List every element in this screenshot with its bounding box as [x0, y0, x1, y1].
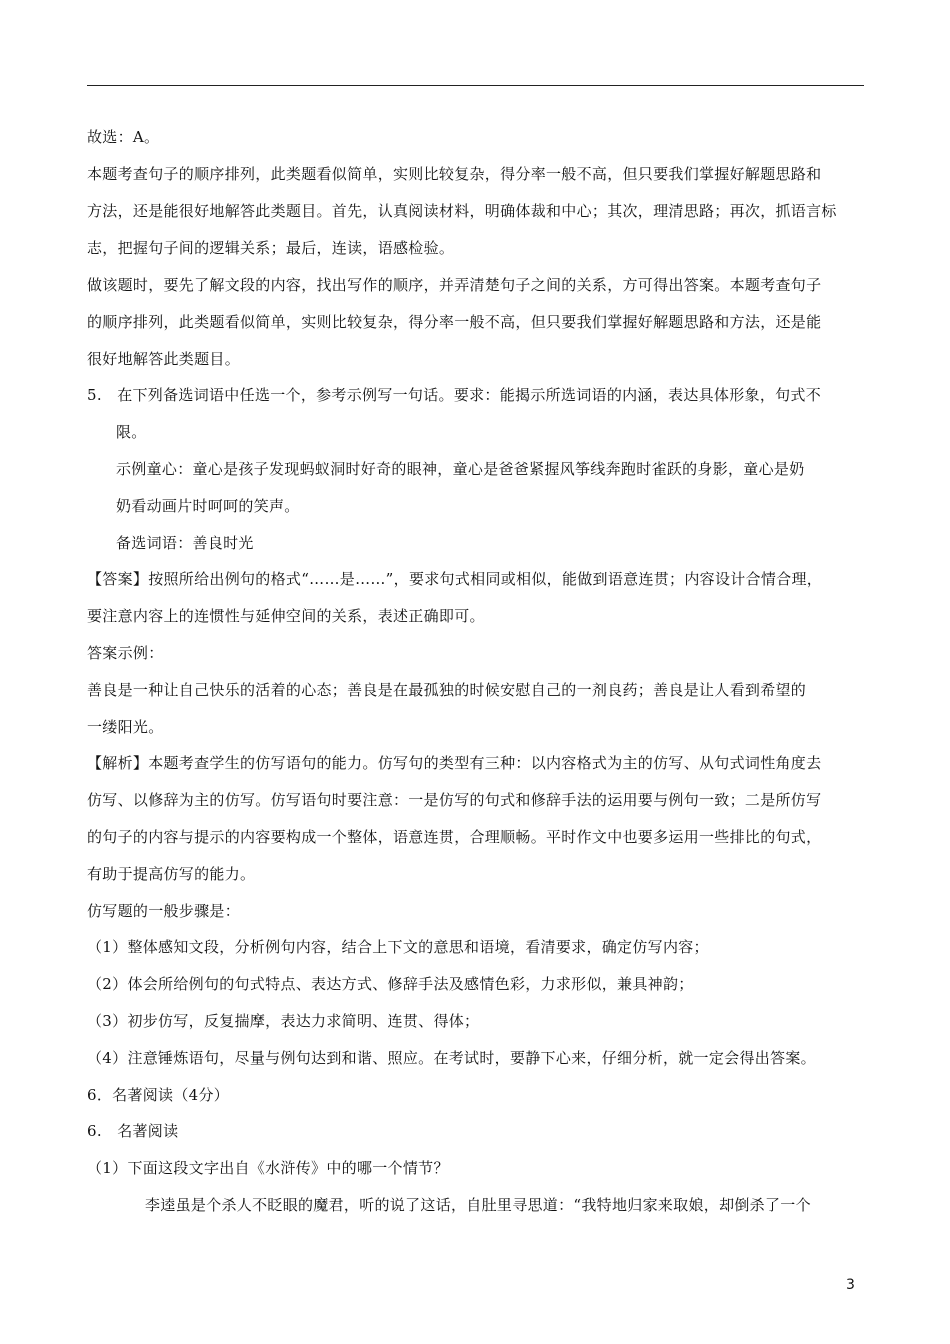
step-item: （2）体会所给例句的句式特点、表达方式、修辞手法及感情色彩，力求形似，兼具神韵； [87, 975, 694, 993]
page-number: 3 [846, 1277, 855, 1293]
header-rule [87, 85, 864, 86]
text-line: 本题考查句子的顺序排列，此类题看似简单，实则比较复杂，得分率一般不高，但只要我们掌握好解题思路和 [87, 165, 822, 183]
text-line: 答案示例： [87, 644, 164, 662]
subquestion: （1）下面这段文字出自《水浒传》中的哪一个情节？ [87, 1159, 449, 1177]
question-5-prompt: 5. 在下列备选词语中任选一个，参考示例写一句话。要求：能揭示所选词语的内涵，表达具体形象，句式不 [87, 386, 822, 404]
step-item: （1）整体感知文段，分析例句内容，结合上下文的意思和语境，看清要求，确定仿写内容； [87, 938, 709, 956]
text-line: 做该题时，要先了解文段的内容，找出写作的顺序，并弄清楚句子之间的关系，方可得出答案。本题考查句子 [87, 276, 822, 294]
text-line: 一缕阳光。 [87, 718, 164, 736]
text-line: 仿写题的一般步骤是： [87, 902, 241, 920]
step-item: （3）初步仿写，反复揣摩，表达力求简明、连贯、得体； [87, 1012, 480, 1030]
text-line: 志，把握句子间的逻辑关系；最后，连读，语感检验。 [87, 239, 455, 257]
text-line: 仿写、以修辞为主的仿写。仿写语句时要注意：一是仿写的句式和修辞手法的运用要与例句一致；二是所仿写 [87, 791, 822, 809]
example-text: 奶看动画片时呵呵的笑声。 [116, 497, 300, 515]
text-line: 方法，还是能很好地解答此类题目。首先，认真阅读材料，明确体裁和中心；其次，理清思路；再次，抓语言标 [87, 202, 837, 220]
text-line: 有助于提高仿写的能力。 [87, 865, 256, 883]
text-line: 善良是一种让自己快乐的活着的心态；善良是在最孤独的时候安慰自己的一剂良药；善良是让人看到希望的 [87, 681, 807, 699]
text-line: 的顺序排列，此类题看似简单，实则比较复杂，得分率一般不高，但只要我们掌握好解题思路和方法，还是能 [87, 313, 822, 331]
example-text: 示例童心：童心是孩子发现蚂蚁洞时好奇的眼神，童心是爸爸紧握风筝线奔跑时雀跃的身影，童心是奶 [116, 460, 805, 478]
question-6-heading: 6. 名著阅读 [87, 1122, 179, 1140]
candidate-words: 备选词语：善良时光 [116, 534, 254, 552]
text-line: 要注意内容上的连惯性与延伸空间的关系，表述正确即可。 [87, 607, 485, 625]
text-line: 故选：A。 [87, 128, 160, 146]
question-6-heading: 6．名著阅读（4分） [87, 1086, 230, 1104]
analysis-heading: 【解析】本题考查学生的仿写语句的能力。仿写句的类型有三种：以内容格式为主的仿写、从句式词性角度去 [87, 754, 822, 772]
text-line: 的句子的内容与提示的内容要构成一个整体，语意连贯，合理顺畅。平时作文中也要多运用一些排比的句式， [87, 828, 822, 846]
text-line: 很好地解答此类题目。 [87, 350, 241, 368]
text-line: 限。 [116, 423, 147, 441]
step-item: （4）注意锤炼语句，尽量与例句达到和谐、照应。在考试时，要静下心来，仔细分析，就一定会得出答案。 [87, 1049, 816, 1067]
answer-heading: 【答案】按照所给出例句的格式“……是……”，要求句式相同或相似，能做到语意连贯；内容设计合情合理， [87, 570, 823, 588]
passage-text: 李逵虽是个杀人不眨眼的魔君，听的说了这话，自肚里寻思道：“我特地归家来取娘，却倒杀了一个 [145, 1196, 811, 1214]
